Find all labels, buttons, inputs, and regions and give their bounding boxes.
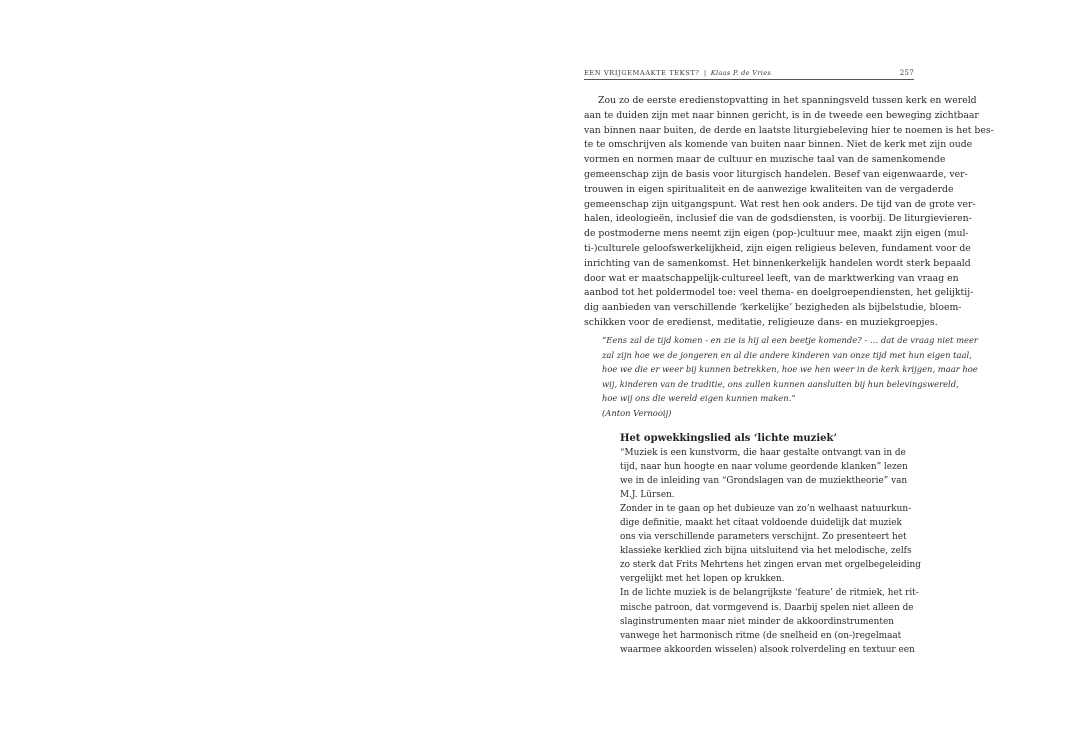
quote-line: zal zijn hoe we de jongeren en al die andere kinderen van onze tijd met hun eigen taal,: [602, 349, 972, 360]
section-line: we in de inleiding van “Grondslagen van de muziektheorie” van: [620, 476, 908, 487]
body-line: Zou zo de eerste eredienstopvatting in het spanningsveld tussen kerk en wereld: [598, 95, 977, 106]
body-paragraph: [584, 94, 994, 331]
section-opwekkingslied: [620, 431, 921, 657]
block-quote: [602, 333, 978, 421]
running-head-separator: |: [703, 69, 707, 77]
section-line: slaginstrumenten maar niet minder de akkoordinstrumenten: [620, 616, 894, 627]
section-line: ons via verschillende parameters verschijnt. Zo presenteert het: [620, 532, 907, 543]
body-line: trouwen in eigen spiritualiteit en de aanwezige kwaliteiten van de vergaderde: [584, 183, 954, 195]
body-line: de postmoderne mens neemt zijn eigen (pop-)cultuur mee, maakt zijn eigen (mul-: [584, 228, 969, 240]
running-head-title: EEN VRIJGEMAAKTE TEKST?: [584, 69, 700, 77]
section-line: waarmee akkoorden wisselen) alsook rolverdeling en textuur een: [620, 644, 915, 655]
section-line: mische patroon, dat vormgevend is. Daarbij spelen niet alleen de: [620, 602, 914, 613]
quote-attribution: (Anton Vernooij): [602, 407, 672, 418]
section-line: dige definitie, maakt het citaat voldoende duidelijk dat muziek: [620, 518, 902, 529]
quote-line: “Eens zal de tijd komen - en zie is hij al een beetje komende? - … dat de vraag niet meer: [602, 335, 978, 345]
body-line: gemeenschap zijn de basis voor liturgisch handelen. Besef van eigenwaarde, ver-: [584, 168, 968, 180]
quote-line: hoe wij ons die wereld eigen kunnen maken.”: [602, 393, 796, 404]
section-line: vergelijkt met het lopen op krukken.: [620, 574, 785, 585]
running-head-author: Klaas P. de Vries: [710, 69, 772, 77]
section-line: tijd, naar hun hoogte en naar volume geordende klanken” lezen: [620, 462, 908, 473]
body-line: dig aanbieden van verschillende ‘kerkelijke’ bezigheden als bijbelstudie, bloem-: [584, 302, 962, 314]
body-line: door wat er maatschappelijk-cultureel leeft, van de marktwerking van vraag en: [584, 272, 959, 284]
body-line: van binnen naar buiten, de derde en laatste liturgiebeleving hier te noemen is het bes-: [584, 124, 994, 136]
body-line: vormen en normen maar de cultuur en muzische taal van de samenkomende: [584, 154, 946, 166]
body-line: schikken voor de eredienst, meditatie, religieuze dans- en muziekgroepjes.: [584, 316, 938, 328]
quote-line: wij, kinderen van de traditie, ons zullen kunnen aansluiten bij hun belevingswereld,: [602, 378, 959, 389]
section-line: In de lichte muziek is de belangrijkste ‘feature’ de ritmiek, het rit-: [620, 588, 919, 599]
section-line: zo sterk dat Frits Mehrtens het zingen ervan met orgelbegeleiding: [620, 560, 921, 571]
header-rule: [584, 79, 914, 80]
running-head: [584, 69, 914, 77]
section-line: klassieke kerklied zich bijna uitsluitend via het melodische, zelfs: [620, 546, 912, 557]
body-line: gemeenschap zijn uitgangspunt. Wat rest hen ook anders. De tijd van de grote ver-: [584, 198, 976, 210]
page-number: 257: [899, 69, 914, 77]
quote-line: hoe we die er weer bij kunnen betrekken, hoe we hen weer in de kerk krijgen, maar hoe: [602, 364, 978, 375]
body-line: aanbod tot het poldermodel toe: veel thema- en doelgroependiensten, het gelijktij-: [584, 287, 974, 299]
body-line: halen, ideologieën, inclusief die van de godsdiensten, is voorbij. De liturgievieren-: [584, 213, 972, 225]
body-line: ti-)culturele geloofswerkelijkheid, zijn eigen religieus beleven, fundament voor de: [584, 242, 971, 254]
section-line: vanwege het harmonisch ritme (de snelheid en (on-)regelmaat: [620, 630, 902, 641]
body-line: aan te duiden zijn met naar binnen gericht, is in de tweede een beweging zichtbaar: [584, 109, 979, 121]
section-line: M.J. Lürsen.: [620, 490, 675, 501]
section-line: “Muziek is een kunstvorm, die haar gestalte ontvangt van in de: [620, 448, 906, 458]
section-heading: Het opwekkingslied als ‘lichte muziek’: [620, 433, 837, 444]
body-line: te te omschrijven als komende van buiten naar binnen. Niet de kerk met zijn oude: [584, 139, 973, 151]
section-line: Zonder in te gaan op het dubieuze van zo’n welhaast natuurkun-: [620, 504, 912, 515]
body-line: inrichting van de samenkomst. Het binnenkerkelijk handelen wordt sterk bepaald: [584, 257, 971, 269]
